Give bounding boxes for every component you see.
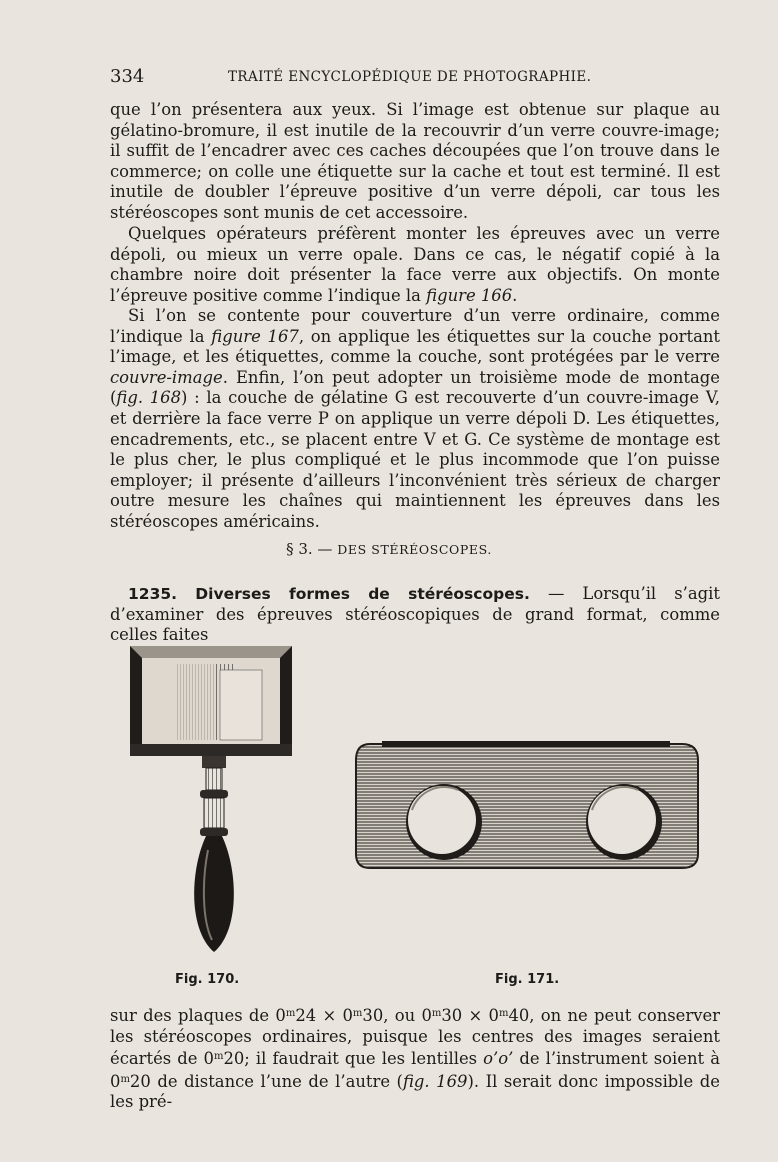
paragraph-bottom: sur des plaques de $0^m24 \times 0^m30$, ou $0^m30 \times 0^m40$, on ne peut conserver les stéréoscopes ordinaires, puisque les centres des images seraient écartés de 0$^m$20; il faudrait que les lentilles o’o’ de l’instrument soient à 0$^m$20 de distance l’une de l’autre (fig. 169). Il serait donc impossible de les pré- [110,1006,720,1112]
figure-170-caption: Fig. 170. [175,972,240,987]
figure-reference: fig. 169 [402,1071,468,1091]
page-header [110,66,720,88]
figure-reference: fig. 168 [116,388,182,408]
italic-term: couvre-image [110,367,223,387]
paragraph-2: Quelques opérateurs préfèrent monter les épreuves avec un verre dépoli, ou mieux un verre opale. Dans ce cas, le négatif copié à la chambre noire doit présenter la face verre aux objectifs. On monte l’épreuve positive comme l’indique la figure 166. [110,224,720,305]
figure-171-caption: Fig. 171. [495,972,560,987]
article-paragraph: 1235. Diverses formes de stéréoscopes. — Lorsqu’il s’agit d’examiner des épreuves stéréoscopiques de grand format, comme celles faites [110,584,720,645]
page-number: 334 [110,66,145,87]
article-heading: 1235. Diverses formes de stéréoscopes. [128,585,530,603]
figure-170-stereoscope-illustration [120,640,300,960]
figure-reference: figure 166 [426,285,513,305]
section-heading: § 3. — DES STÉRÉOSCOPES. [286,540,492,558]
running-title: TRAITÉ ENCYCLOPÉDIQUE DE PHOTOGRAPHIE. [228,69,592,85]
figure-171-stereoscope-illustration [352,740,700,870]
figure-reference: figure 167 [211,326,299,346]
italic-term: o’o’ [483,1049,514,1069]
paragraph-1: que l’on présentera aux yeux. Si l’image est obtenue sur plaque au gélatino-bromure, il est inutile de la recouvrir d’un verre couvre-image; il suffit de l’encadrer avec ces caches découpées que l’on trouve dans le commerce; on colle une étiquette sur la cache et tout est terminé. Il est inutile de doubler l’épreuve positive d’un verre dépoli, car tous les stéréoscopes sont munis de cet accessoire. [110,100,720,222]
paragraph-3: Si l’on se contente pour couverture d’un verre ordinaire, comme l’indique la figure 167, on applique les étiquettes sur la couche portant l’image, et les étiquettes, comme la couche, sont protégées par le verre couvre-image. Enfin, l’on peut adopter un troisième mode de montage (fig. 168) : la couche de gélatine G est recouverte d’un couvre-image V, et derrière la face verre P on applique un verre dépoli D. Les étiquettes, encadrements, etc., se placent entre V et G. Ce système de montage est le plus cher, le plus compliqué et le plus incommode que l’on puisse employer; il présente d’ailleurs l’inconvénient très sérieux de charger outre mesure les chaînes qui maintiennent les épreuves dans les stéréoscopes américains. [110,306,720,531]
